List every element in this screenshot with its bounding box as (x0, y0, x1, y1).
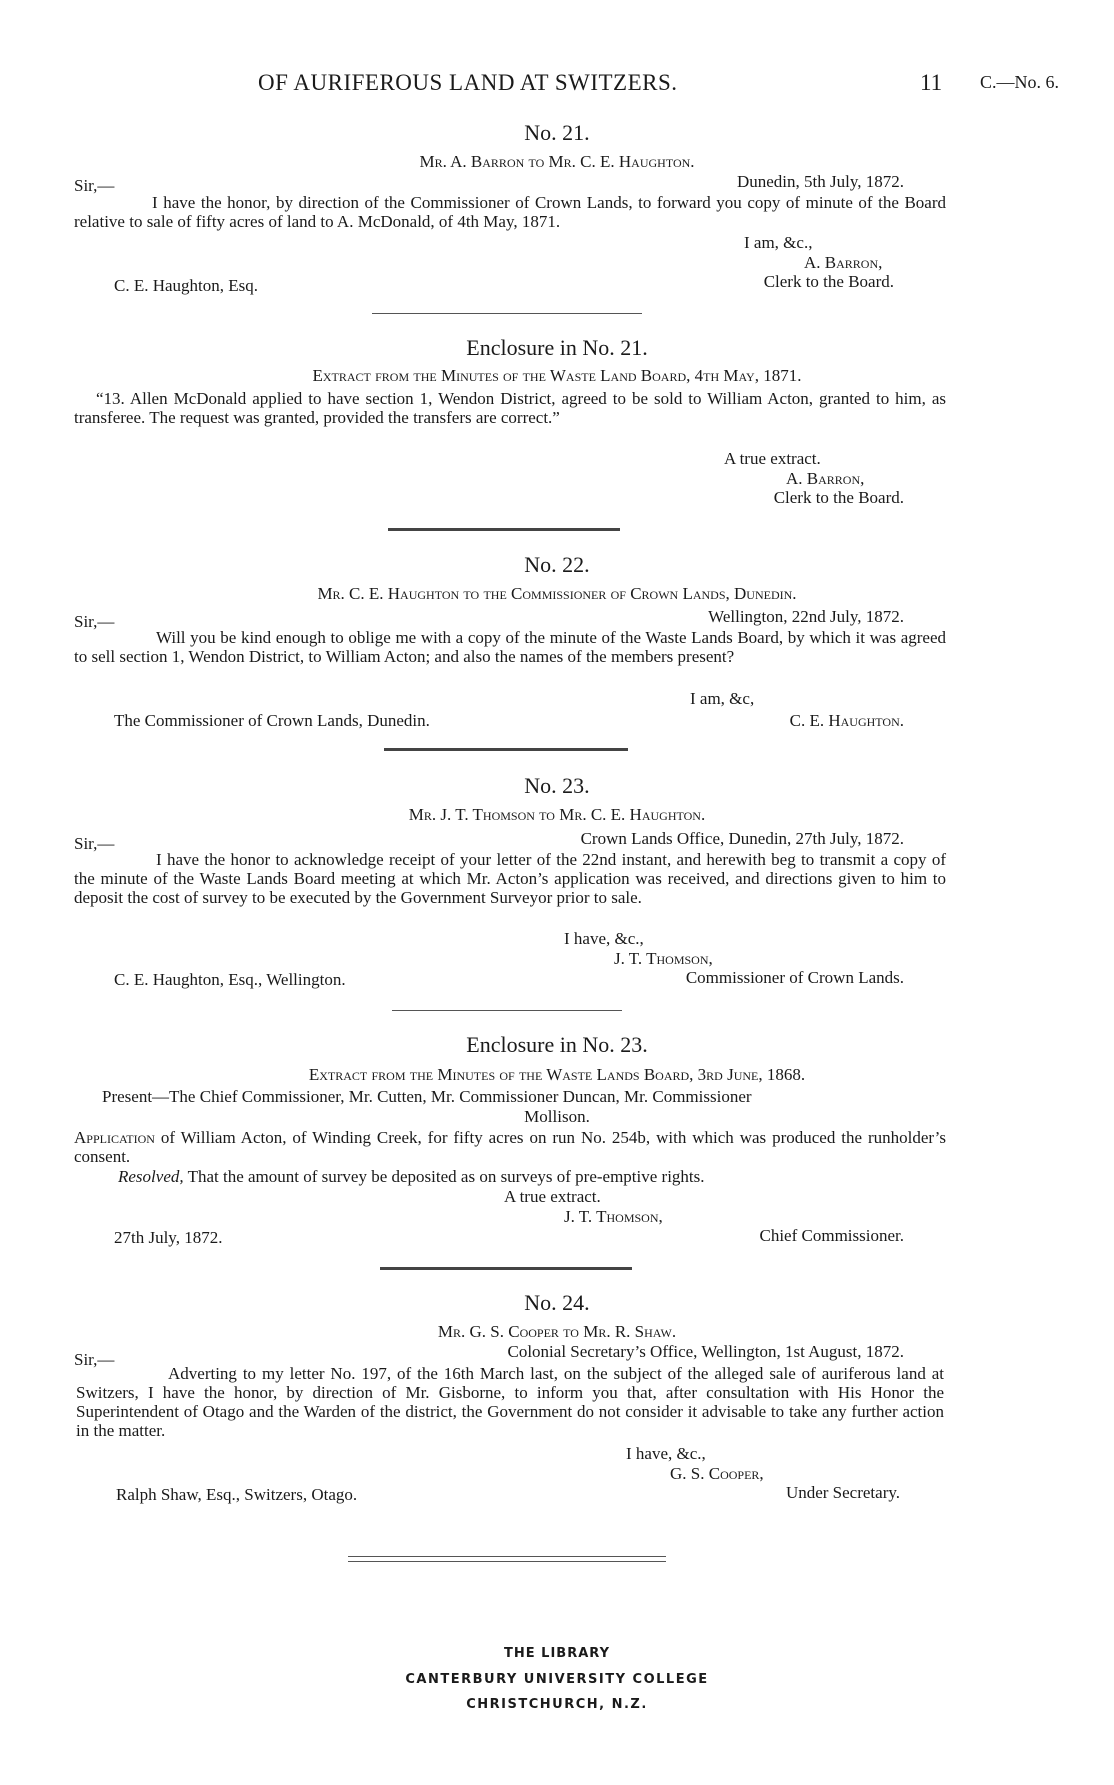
application-text: of William Acton, of Winding Creek, for fifty acres on run No. 254b, with which was produced the runholder’s consent. (74, 1128, 947, 1166)
salutation-22: Sir,— (74, 612, 115, 631)
enclosure-signature-title-21: Clerk to the Board. (773, 488, 904, 507)
end-rule-bottom (348, 1561, 666, 1562)
page-number: 11 (920, 70, 943, 95)
signature-21: A. Barron, (804, 252, 883, 272)
letter-body-22: Will you be kind enough to oblige me with a copy of the minute of the Waste Lands Board, by which it was agreed to sell section 1, Wendon District, to William Acton; and also the names of the members present? (74, 628, 946, 666)
date-22: Wellington, 22nd July, 1872. (708, 607, 904, 626)
date-24: Colonial Secretary’s Office, Wellington, 1st August, 1872. (507, 1342, 904, 1361)
enclosure-signature-block-23 (504, 1187, 904, 1246)
section-number-24: No. 24. (524, 1290, 590, 1315)
section-heading-22: Mr. C. E. Haughton to the Commissioner of Crown Lands, Dunedin. (317, 584, 797, 603)
signature-title-21: Clerk to the Board. (763, 272, 894, 291)
application-paragraph (74, 1128, 946, 1166)
enclosure-heading-text-23: Extract from the Minutes of the Waste Lands Board, 3rd June, 1868. (308, 1065, 806, 1084)
end-rule-top (348, 1556, 666, 1557)
enclosure-heading-21 (0, 366, 1114, 386)
signature-block-21 (494, 233, 894, 292)
section-number-22: No. 22. (524, 552, 590, 577)
enclosure-signature-block-21 (504, 449, 904, 508)
closing-23: I have, &c., (564, 929, 644, 948)
addressee-22: The Commissioner of Crown Lands, Dunedin. (114, 711, 430, 730)
enclosure-title-21: Enclosure in No. 21. (466, 335, 648, 360)
addressee-23: C. E. Haughton, Esq., Wellington. (114, 970, 346, 989)
signature-title-23: Commissioner of Crown Lands. (685, 968, 904, 987)
library-stamp-line-2: CANTERBURY UNIVERSITY COLLEGE (405, 1672, 709, 1687)
addressee-21: C. E. Haughton, Esq. (114, 276, 259, 295)
enclosure-heading-text-21: Extract from the Minutes of the Waste Land Board, 4th May, 1871. (312, 366, 802, 385)
signature-24: G. S. Cooper, (670, 1463, 764, 1483)
addressee-24: Ralph Shaw, Esq., Switzers, Otago. (116, 1485, 358, 1504)
closing-21: I am, &c., (744, 233, 813, 252)
enclosure-signature-21: A. Barron, (786, 468, 865, 488)
letter-body-23: I have the honor to acknowledge receipt of your letter of the 22nd instant, and herewith beg to transmit a copy of the minute of the Waste Lands Board meeting at which Mr. Acton’s application was received, and directions given to him to deposit the cost of survey to be executed by the Government Surveyor prior to sale. (74, 850, 946, 907)
letter-body-21: I have the honor, by direction of the Commissioner of Crown Lands, to forward you copy of minute of the Board relative to sale of fifty acres of land to A. McDonald, of 4th May, 1871. (74, 193, 946, 231)
divider (388, 528, 620, 531)
section-number-23: No. 23. (524, 773, 590, 798)
section-heading-23: Mr. J. T. Thomson to Mr. C. E. Haughton. (408, 805, 706, 824)
enclosure-closing-23: A true extract. (504, 1187, 601, 1206)
divider (384, 748, 628, 751)
closing-22: I am, &c, (690, 689, 755, 708)
enclosure-closing-21: A true extract. (724, 449, 821, 468)
signature-block-24 (500, 1444, 900, 1503)
library-stamp-line-3: CHRISTCHURCH, N.Z. (466, 1697, 648, 1712)
signature-22: C. E. Haughton. (789, 711, 904, 730)
divider (392, 1010, 622, 1011)
signature-23: J. T. Thomson, (614, 948, 713, 968)
resolved-label: Resolved, (118, 1167, 184, 1186)
section-heading-24: Mr. G. S. Cooper to Mr. R. Shaw. (437, 1322, 677, 1341)
divider (372, 313, 642, 314)
letter-body-24: Adverting to my letter No. 197, of the 16th March last, on the subject of the alleged sale of auriferous land at Switzers, I have the honor, by direction of Mr. Gisborne, to inform you that, after consultation with His Honor the Superintendent of Otago and the Warden of the district, the Government do not consider it advisable to take any further action in the matter. (76, 1364, 944, 1440)
resolved-text: That the amount of survey be deposited as on surveys of pre-emptive rights. (187, 1167, 705, 1186)
paper-reference: C.—No. 6. (980, 72, 1060, 92)
section-number-21: No. 21. (524, 120, 590, 145)
enclosure-date-23: 27th July, 1872. (114, 1228, 223, 1247)
salutation-24: Sir,— (74, 1350, 115, 1369)
date-21: Dunedin, 5th July, 1872. (736, 172, 904, 191)
application-label: Application (74, 1128, 155, 1147)
divider (380, 1267, 632, 1270)
date-23: Crown Lands Office, Dunedin, 27th July, 1872. (580, 829, 904, 848)
closing-24: I have, &c., (626, 1444, 706, 1463)
enclosure-signature-title-23: Chief Commissioner. (759, 1226, 904, 1245)
salutation-21: Sir,— (74, 176, 115, 195)
enclosure-heading-23 (0, 1065, 1114, 1085)
enclosure-body-21: “13. Allen McDonald applied to have section 1, Wendon District, agreed to be sold to William Acton, granted to him, as transferee. The request was granted, provided the transfers are correct.” (74, 389, 946, 427)
salutation-23: Sir,— (74, 834, 115, 853)
present-line-2: Mollison. (524, 1107, 590, 1126)
signature-title-24: Under Secretary. (785, 1483, 900, 1502)
signature-block-23 (504, 929, 904, 988)
enclosure-title-23: Enclosure in No. 23. (466, 1032, 648, 1057)
resolved-paragraph (74, 1167, 946, 1186)
library-stamp-line-1: THE LIBRARY (504, 1646, 610, 1661)
present-line-1: Present—The Chief Commissioner, Mr. Cutten, Mr. Commissioner Duncan, Mr. Commissioner (102, 1087, 752, 1106)
enclosure-signature-23: J. T. Thomson, (564, 1206, 663, 1226)
section-heading-21: Mr. A. Barron to Mr. C. E. Haughton. (419, 152, 695, 171)
running-title: OF AURIFEROUS LAND AT SWITZERS. (258, 70, 678, 95)
